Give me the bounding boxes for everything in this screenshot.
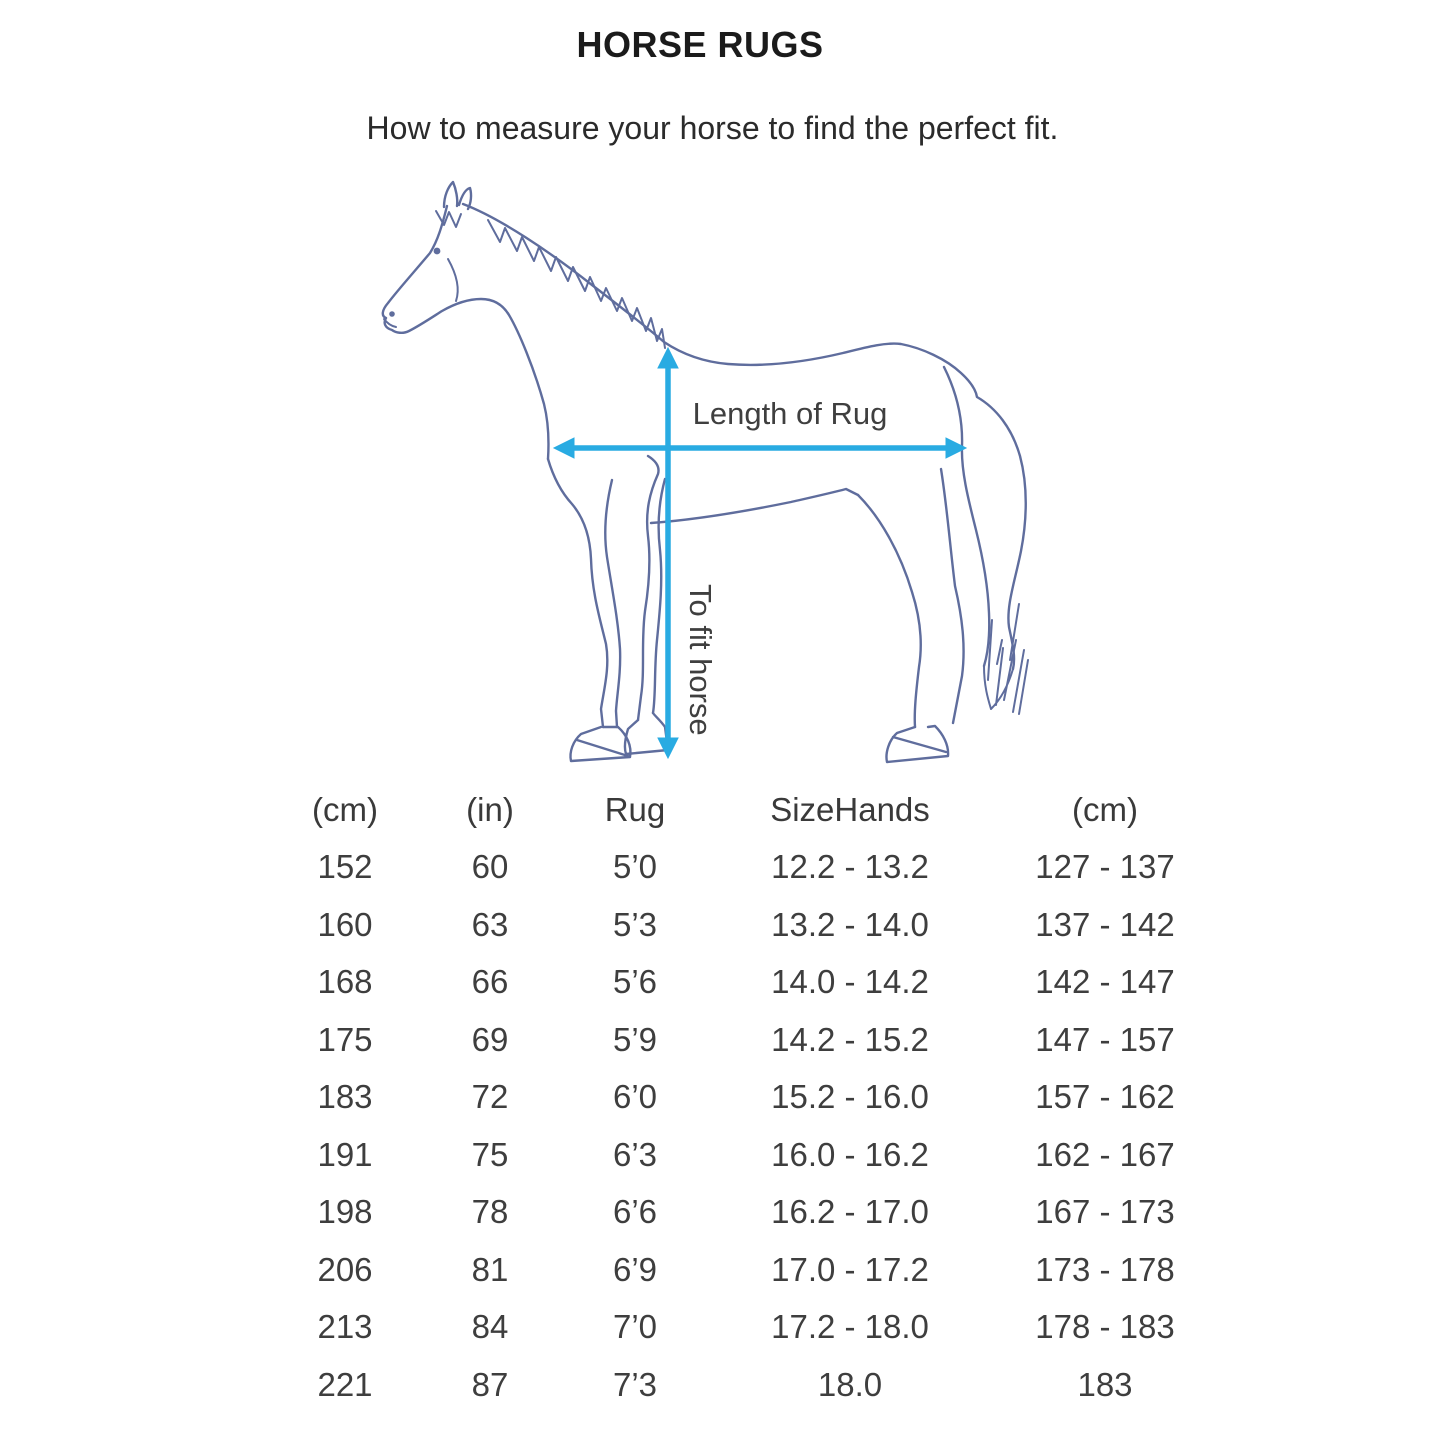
cell-cm-length: 175 [317, 1020, 373, 1058]
cell-cm-height: 162 - 167 [1035, 1135, 1175, 1173]
cell-cm-height: 127 - 137 [1035, 848, 1175, 886]
cell-rug: 5’0 [612, 848, 658, 886]
horse-front-leg-far [638, 456, 665, 720]
page-title: HORSE RUGS [576, 24, 824, 65]
to-fit-horse-label: To fit horse [683, 584, 718, 736]
col-header-sizehands: SizeHands [770, 790, 930, 828]
cell-sizehands: 17.2 - 18.0 [771, 1308, 929, 1346]
cell-in: 75 [471, 1135, 509, 1173]
cell-cm-length: 206 [317, 1250, 373, 1288]
cell-cm-length: 168 [317, 963, 373, 1001]
horse-hind-leg [858, 469, 964, 727]
cell-sizehands: 15.2 - 16.0 [771, 1078, 929, 1116]
cell-rug: 5’3 [612, 905, 658, 943]
cell-in: 78 [471, 1193, 509, 1231]
col-header-rug: Rug [604, 790, 666, 828]
cell-in: 69 [471, 1020, 509, 1058]
horse-tail-tassel [984, 604, 1028, 714]
cell-in: 81 [471, 1250, 509, 1288]
cell-cm-height: 147 - 157 [1035, 1020, 1175, 1058]
horse-front-hoof-near [570, 727, 630, 761]
cell-cm-length: 183 [317, 1078, 373, 1116]
height-arrow-head-top [658, 348, 678, 368]
col-header-in: (in) [466, 790, 514, 828]
length-of-rug-label: Length of Rug [692, 396, 888, 431]
cell-rug: 6’3 [612, 1135, 658, 1173]
horse-eye [434, 248, 441, 255]
cell-cm-height: 178 - 183 [1035, 1308, 1175, 1346]
cell-rug: 5’9 [612, 1020, 658, 1058]
cell-rug: 6’6 [612, 1193, 658, 1231]
cell-cm-height: 167 - 173 [1035, 1193, 1175, 1231]
cell-cm-length: 213 [317, 1308, 373, 1346]
cell-cm-length: 152 [317, 848, 373, 886]
cell-in: 87 [471, 1365, 509, 1403]
cell-cm-height: 157 - 162 [1035, 1078, 1175, 1116]
cell-in: 72 [471, 1078, 509, 1116]
cell-sizehands: 17.0 - 17.2 [771, 1250, 929, 1288]
cell-sizehands: 16.0 - 16.2 [771, 1135, 929, 1173]
cell-sizehands: 16.2 - 17.0 [771, 1193, 929, 1231]
height-arrow-head-bottom [658, 738, 678, 758]
cell-cm-height: 142 - 147 [1035, 963, 1175, 1001]
cell-sizehands: 14.0 - 14.2 [771, 963, 929, 1001]
cell-cm-length: 221 [317, 1365, 373, 1403]
cell-sizehands: 13.2 - 14.0 [771, 905, 929, 943]
horse-front-hoof-far [625, 713, 668, 754]
length-arrow [554, 438, 966, 458]
horse-mane [488, 220, 665, 348]
horse-face-details [389, 248, 440, 317]
horse-nostril [389, 311, 395, 317]
cell-cm-height: 137 - 142 [1035, 905, 1175, 943]
cell-in: 60 [471, 848, 509, 886]
col-header-cm-length: (cm) [312, 790, 378, 828]
cell-rug: 5’6 [612, 963, 658, 1001]
size-table [270, 781, 1220, 1414]
page-subtitle: How to measure your horse to find the perfect fit. [366, 110, 1059, 146]
cell-sizehands: 12.2 - 13.2 [771, 848, 929, 886]
cell-rug: 6’9 [612, 1250, 658, 1288]
cell-cm-length: 160 [317, 905, 373, 943]
cell-sizehands: 18.0 [817, 1365, 883, 1403]
cell-cm-height: 183 [1077, 1365, 1133, 1403]
cell-rug: 7’3 [612, 1365, 658, 1403]
cell-rug: 7’0 [612, 1308, 658, 1346]
cell-rug: 6’0 [612, 1078, 658, 1116]
col-header-cm-height: (cm) [1072, 790, 1138, 828]
cell-in: 66 [471, 963, 509, 1001]
cell-sizehands: 14.2 - 15.2 [771, 1020, 929, 1058]
length-arrow-head-left [554, 438, 574, 458]
horse-belly [651, 489, 858, 523]
cell-in: 63 [471, 905, 509, 943]
cell-cm-length: 198 [317, 1193, 373, 1231]
horse-front-leg-near [548, 459, 620, 727]
horse-forelock [436, 211, 461, 227]
horse-head-outline [383, 206, 549, 459]
cell-cm-height: 173 - 178 [1035, 1250, 1175, 1288]
horse-hind-hoof [886, 726, 948, 762]
cell-cm-length: 191 [317, 1135, 373, 1173]
cell-in: 84 [471, 1308, 509, 1346]
